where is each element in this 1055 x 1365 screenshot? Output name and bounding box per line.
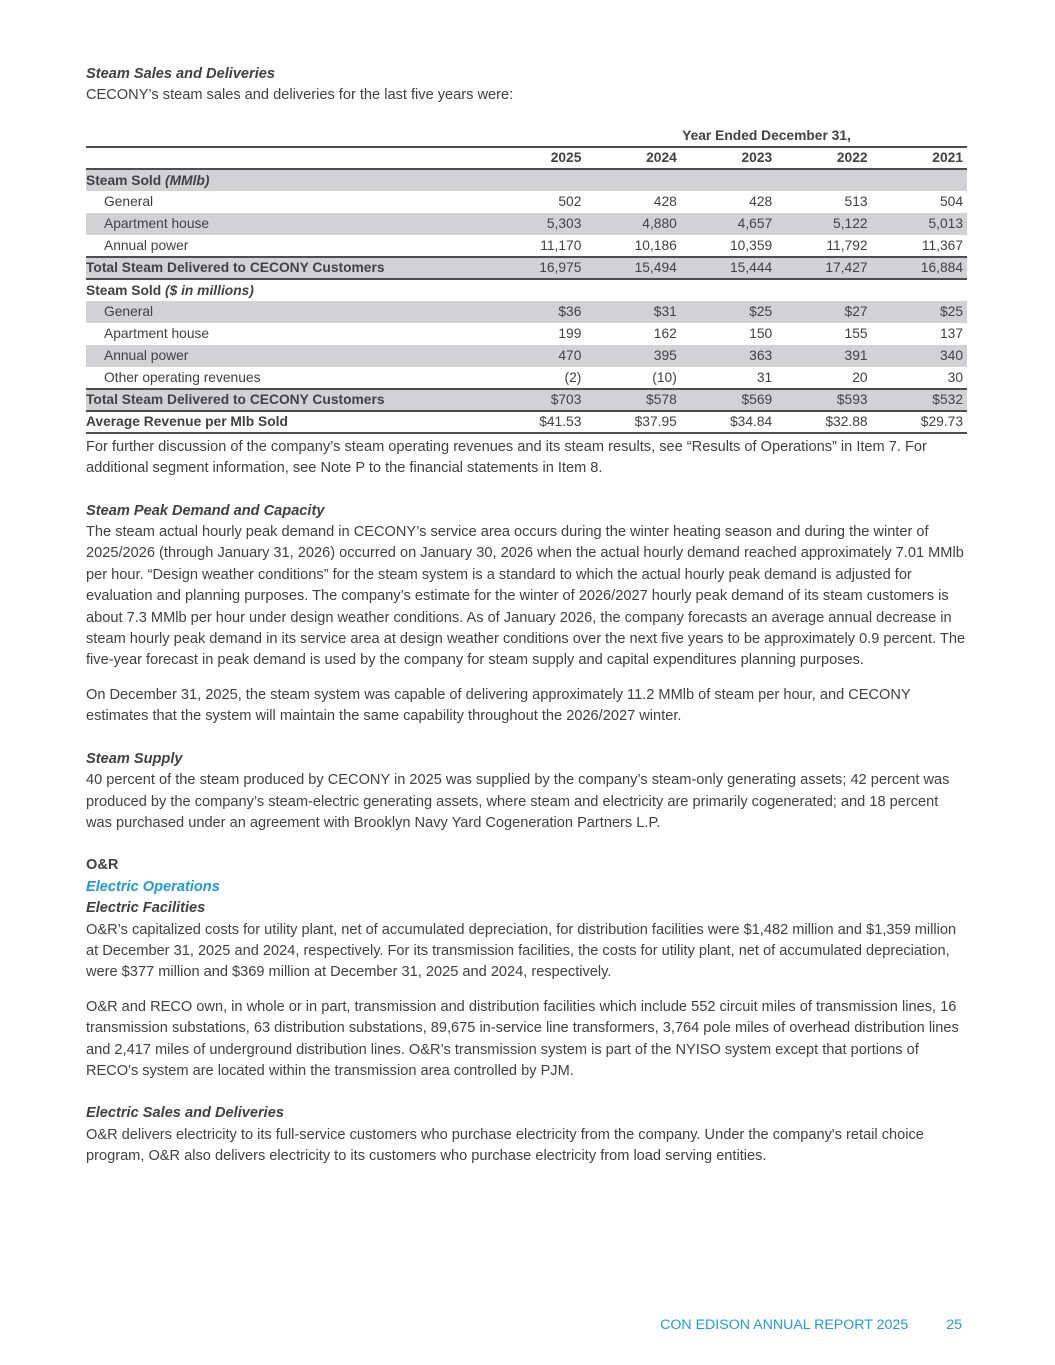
table-cell: $29.73 (872, 411, 967, 433)
table-row-general-mmlb (86, 191, 967, 213)
table-cell: 17,427 (776, 257, 871, 279)
table-cell: 504 (939, 194, 963, 210)
section-heading-electric-facilities: Electric Facilities (86, 900, 206, 917)
year-column-header: 2021 (872, 147, 967, 169)
table-cell: 11,792 (826, 237, 868, 253)
table-cell: 162 (653, 326, 677, 342)
table-year-header-row (86, 125, 967, 147)
table-row-average-revenue (86, 411, 967, 433)
table-cell: (2) (564, 369, 582, 385)
table-years-row (86, 147, 967, 169)
table-cell: 15,444 (681, 257, 776, 279)
year-column-header: 2024 (585, 147, 680, 169)
table-row-total-millions (86, 389, 967, 411)
table-cell: $569 (681, 389, 776, 411)
table-cell: $532 (872, 389, 967, 411)
paragraph-steam-peak-1: The steam actual hourly peak demand in CECONY’s service area occurs during the winter heating season and during the winter of 2025/2026 (through January 31, 2026) occurred on January 30, 2026 when the actual hourly demand reached approximately 7.01 MMlb per hour. “Design weather conditions” for the steam system is a standard to which the actual hourly peak demand is adjusted for evaluation and planning purposes. The company’s estimate for the winter of 2026/2027 hourly peak demand of its steam customers is about 7.3 MMlb per hour under design weather conditions. As of January 2026, the company forecasts an average annual decrease in steam hourly peak demand in its service area at design weather conditions over the next five years to be approximately 0.9 percent. The five-year forecast in peak demand is used by the company for steam supply and capital expenditures planning purposes. (86, 524, 966, 669)
table-row-other-operating-revenues (86, 367, 967, 389)
section-heading-steam-sales: Steam Sales and Deliveries (86, 66, 276, 82)
table-cell: 395 (653, 348, 677, 364)
table-row-general-millions (86, 301, 967, 323)
table-cell-empty (86, 147, 490, 169)
table-cell: $37.95 (585, 411, 680, 433)
table-cell: 16,975 (490, 257, 585, 279)
row-label: General (104, 304, 154, 320)
table-cell: 20 (852, 369, 868, 385)
footer-page-number: 25 (946, 1317, 962, 1333)
table-cell: 470 (558, 348, 582, 364)
row-label: Annual power (104, 237, 189, 253)
paragraph-or-facilities: O&R’s capitalized costs for utility plant, net of accumulated depreciation, for distribution facilities were $1,482 million and $1,359 million at December 31, 2025 and 2024, respectively. For its transmission facilities, the costs for utility plant, net of accumulated depreciation, were $377 million and $369 million at December 31, 2025 and 2024, respectively. (86, 921, 957, 981)
row-label: Apartment house (104, 216, 210, 232)
table-cell: 5,013 (928, 216, 963, 232)
paragraph-further-discussion: For further discussion of the company’s steam operating revenues and its steam results, see “Results of Operations” in Item 7. For additional segment information, see Note P to the financial statements in Item 8. (86, 438, 927, 477)
paragraph-steam-sales-intro: CECONY’s steam sales and deliveries for the last five years were: (86, 87, 514, 104)
paragraph-or-reco: O&R and RECO own, in whole or in part, transmission and distribution facilities which include 552 circuit miles of transmission lines, 16 transmission substations, 63 distribution substations, 89,675 in-service line transformers, 3,764 pole miles of overhead distribution lines and 2,417 miles of underground distribution lines. O&R’s transmission system is part of the NYISO system except that portions of RECO's system are located within the transmission area controlled by PJM. (86, 998, 959, 1079)
table-cell-empty (86, 125, 490, 147)
year-column-header: 2023 (681, 147, 776, 169)
table-cell: $27 (844, 304, 868, 320)
table-cell: 155 (844, 326, 868, 342)
table-cell: $41.53 (490, 411, 585, 433)
table-cell: 4,657 (737, 216, 773, 232)
table-cell: 340 (939, 348, 963, 364)
table-cell: 199 (558, 326, 582, 342)
section-heading-or: O&R (86, 857, 119, 874)
row-label: General (104, 194, 154, 210)
row-label: Other operating revenues (104, 369, 261, 385)
row-label: Apartment house (104, 326, 210, 342)
table-cell: 5,122 (833, 216, 868, 232)
table-year-header: Year Ended December 31, (682, 127, 851, 143)
table-cell: 31 (756, 369, 773, 385)
table-cell: $703 (490, 389, 585, 411)
row-label: Average Revenue per Mlb Sold (86, 411, 490, 433)
table-row-apartment-mmlb (86, 213, 967, 235)
table-cell: $25 (939, 304, 963, 320)
table-row-annual-power-millions (86, 345, 967, 367)
table-row-annual-power-mmlb (86, 235, 967, 257)
table-cell: 502 (558, 194, 582, 210)
table-cell: 391 (844, 348, 868, 364)
table-cell: 10,186 (634, 237, 677, 253)
table-cell: $32.88 (776, 411, 871, 433)
table-cell: 428 (653, 194, 677, 210)
section-heading-steam-supply: Steam Supply (86, 750, 183, 767)
table-cell: $578 (585, 389, 680, 411)
paragraph-steam-peak-2: On December 31, 2025, the steam system was capable of delivering approximately 11.2 MMlb of steam per hour, and CECONY estimates that the system will maintain the same capability throughout the 2026/2027 winter. (86, 686, 911, 725)
table-cell: $25 (749, 304, 773, 320)
table-cell: 363 (749, 348, 773, 364)
table-cell: $31 (653, 304, 677, 320)
paragraph-electric-sales: O&R delivers electricity to its full-service customers who purchase electricity from the company. Under the company's retail choice program, O&R also delivers electricity to its customers who purchase electricity from load serving entities. (86, 1126, 924, 1165)
steam-sales-table (86, 125, 967, 434)
row-label: Steam Sold (MMlb) (86, 172, 210, 188)
table-row-total-mmlb (86, 257, 967, 279)
table-cell: 137 (939, 326, 963, 342)
row-label: Total Steam Delivered to CECONY Customers (86, 389, 490, 411)
table-row-apartment-millions (86, 323, 967, 345)
table-cell: $36 (558, 304, 582, 320)
table-cell: 30 (947, 369, 963, 385)
section-heading-steam-peak: Steam Peak Demand and Capacity (86, 502, 325, 519)
section-heading-electric-sales: Electric Sales and Deliveries (86, 1105, 284, 1122)
table-cell: 5,303 (546, 216, 582, 232)
table-cell: 4,880 (642, 216, 677, 232)
page-footer (660, 1315, 962, 1336)
table-cell: $34.84 (681, 411, 776, 433)
table-cell: 428 (749, 194, 773, 210)
footer-report-title: CON EDISON ANNUAL REPORT 2025 (660, 1317, 909, 1333)
table-cell: 16,884 (872, 257, 967, 279)
row-label: Annual power (104, 348, 189, 364)
page-content (86, 64, 967, 1168)
paragraph-steam-supply: 40 percent of the steam produced by CECONY in 2025 was supplied by the company’s steam-only generating assets; 42 percent was produced by the company’s steam-electric generating assets, where steam and electricity are primarily cogenerated; and 18 percent was purchased under an agreement with Brooklyn Navy Yard Cogeneration Partners L.P. (86, 772, 950, 831)
table-cell: $593 (776, 389, 871, 411)
table-cell: 513 (844, 194, 868, 210)
row-label: Steam Sold ($ in millions) (86, 279, 967, 301)
table-cell: 10,359 (729, 237, 773, 253)
table-cell: 150 (749, 326, 773, 342)
table-cell: (10) (652, 369, 677, 385)
table-cell: 11,367 (921, 237, 963, 253)
section-heading-electric-operations: Electric Operations (86, 878, 220, 895)
table-row-section-millions (86, 279, 967, 301)
year-column-header: 2022 (776, 147, 871, 169)
table-year-header-cell (490, 125, 967, 147)
year-column-header: 2025 (490, 147, 585, 169)
table-cell: 15,494 (585, 257, 680, 279)
table-cell: 11,170 (540, 237, 582, 253)
table-row-section-mmlb (86, 169, 967, 191)
row-label: Total Steam Delivered to CECONY Customers (86, 257, 490, 279)
